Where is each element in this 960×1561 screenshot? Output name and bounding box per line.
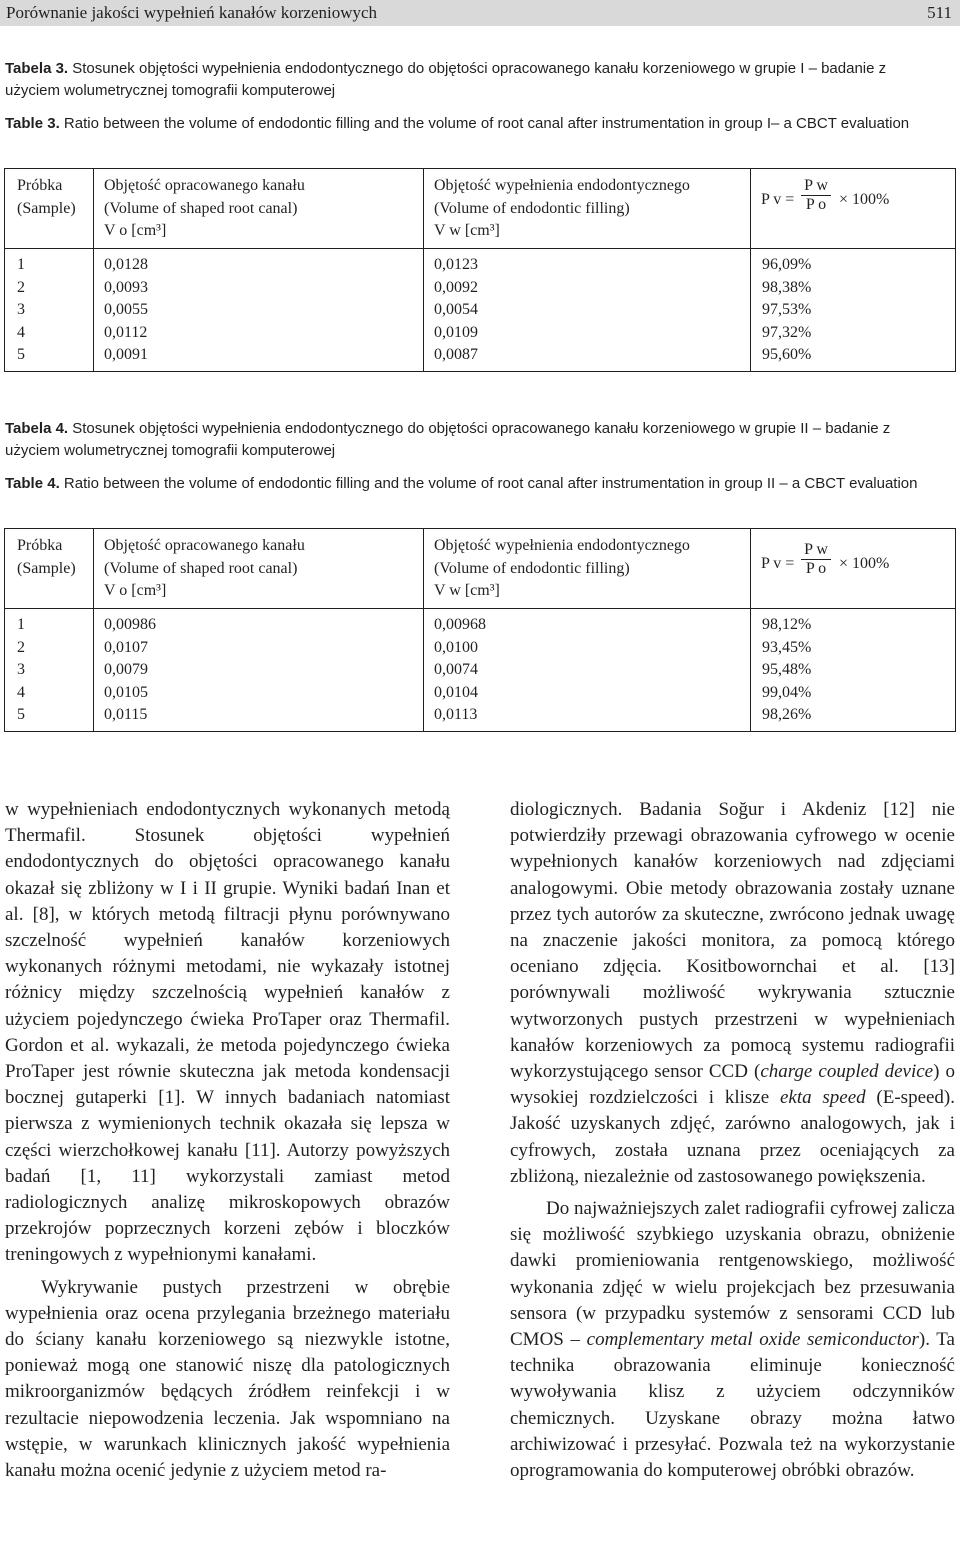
paragraph: Do najważniejszych zalet radiografii cyfrowej zalicza się możliwość szybkiego uzyskania obrazu, obniżenie dawki promieniowania rentgenowskiego, możliwość wykonania zdjęć w wielu projekcjach bez przesuwania sensora (w przypadku systemów z sensorami CCD lub CMOS – complementary metal oxide semiconductor). Ta technika obrazowania eliminuje konieczność wywoływania klisz z użyciem odczynników chemicznych. Uzyskane obrazy można łatwo archiwizować i przesyłać. Pozwala też na wykorzystanie oprogramowania do komputerowej obróbki obrazów.: [510, 1198, 955, 1482]
table3-header-filling: Objętość wypełnienia endodontycznego (Volume of endodontic filling) V w [cm³]: [434, 177, 690, 239]
table4-caption-pl: [5, 418, 945, 462]
table4-label-pl: Tabela 4.: [5, 420, 69, 437]
table3: [4, 168, 956, 372]
table-cell: 98,38%: [762, 278, 812, 296]
table-cell: 0,0107: [104, 638, 148, 656]
table-cell: 98,26%: [762, 706, 812, 723]
table4-header-sample: Próbka (Sample): [17, 537, 76, 577]
table3-col-sample: [17, 254, 25, 367]
table-cell: 0,0128: [104, 256, 148, 273]
table-cell: 0,0104: [434, 683, 478, 701]
table-cell: 3: [17, 301, 25, 318]
table4-caption-pl-text: Stosunek objętości wypełnienia endodontycznego do objętości opracowanego kanału korzeniowego w grupie II – badanie z użyciem wolumetrycznej tomografii komputerowej: [5, 420, 891, 459]
table4-col-pv: [762, 614, 811, 727]
table4: [4, 528, 956, 732]
table-cell: 97,32%: [762, 323, 812, 341]
table4-header-formula: P v = P w P o × 100%: [761, 541, 890, 577]
table-cell: 0,0123: [434, 256, 478, 273]
table3-col-vo: [104, 254, 148, 367]
table-cell: 5: [17, 346, 25, 363]
table-cell: 97,53%: [762, 301, 812, 318]
table4-header-filling: Objętość wypełnienia endodontycznego (Volume of endodontic filling) V w [cm³]: [434, 537, 690, 599]
table-cell: 0,0115: [104, 706, 148, 723]
table3-caption-pl: [5, 58, 945, 102]
table4-caption-en-text: Ratio between the volume of endodontic filling and the volume of root canal after instrumentation in group II – a CBCT evaluation: [59, 475, 918, 492]
table-cell: 0,0054: [434, 301, 478, 318]
table4-caption-en: [5, 473, 945, 495]
body-left-column: [5, 797, 450, 1484]
table-cell: 95,48%: [762, 661, 812, 678]
table3-caption-en: [5, 113, 945, 135]
table-cell: 2: [17, 638, 25, 656]
table-cell: 4: [17, 323, 25, 341]
table3-caption-en-text: Ratio between the volume of endodontic filling and the volume of root canal after instrumentation in group I– a CBCT evaluation: [59, 115, 910, 132]
paragraph: Wykrywanie pustych przestrzeni w obrębie wypełnienia oraz ocena przylegania brzeżnego materiału do ściany kanału korzeniowego są niezwykle istotne, ponieważ mogą one stanowić niszę dla patologicznych mikroorganizmów będących źródłem reinfekcji i w rezultacie niepowodzenia leczenia. Jak wspomniano na wstępie, w warunkach klinicznych jakość wypełnienia kanału można ocenić jedynie z użyciem metod ra-: [5, 1276, 450, 1482]
table-cell: 4: [17, 683, 25, 701]
table-cell: 0,0091: [104, 346, 148, 363]
table-cell: 0,00986: [104, 616, 156, 633]
table-cell: 0,0055: [104, 301, 148, 318]
table-cell: 0,00968: [434, 616, 486, 633]
table3-header-sample: Próbka (Sample): [17, 177, 76, 217]
table4-label-en: Table 4.: [5, 475, 60, 492]
table-cell: 0,0105: [104, 683, 148, 701]
table-cell: 95,60%: [762, 346, 812, 363]
table3-col-vw: [434, 254, 478, 367]
table-cell: 1: [17, 256, 25, 273]
table3-caption-pl-text: Stosunek objętości wypełnienia endodontycznego do objętości opracowanego kanału korzeniowego w grupie I – badanie z użyciem wolumetrycznej tomografii komputerowej: [5, 60, 887, 99]
table4-col-vw: [434, 614, 486, 727]
paragraph: w wypełnieniach endodontycznych wykonanych metodą Thermafil. Stosunek objętości wypełnień endodontycznych do objętości opracowanego kanału okazał się zbliżony w I i II grupie. Wyniki badań Inan et al. [8], w których metodą filtracji płynu porównywano szczelność wypełnień kanałów korzeniowych wykonanych różnymi metodami, nie wykazały istotnej różnicy między szczelnością wypełnień kanałów z użyciem pojedynczego ćwieka ProTaper oraz Thermafil. Gordon et al. wykazali, że metoda pojedynczego ćwieka ProTaper jest równie skuteczna jak metoda kondensacji bocznej gutaperki [1]. W innych badaniach natomiast pierwsza z wymienionych technik okazała się lepsza w części wierzchołkowej kanału [11]. Autorzy powyższych badań [1, 11] wykorzystali zamiast metod radiologicznych analizę mikroskopowych obrazów przekrojów poprzecznych korzeni zębów i bloczków treningowych z wypełnionymi kanałami.: [5, 799, 450, 1266]
table-cell: 1: [17, 616, 25, 633]
table-cell: 0,0109: [434, 323, 478, 341]
table3-label-en: Table 3.: [5, 115, 60, 132]
table-cell: 98,12%: [762, 616, 812, 633]
table-cell: 0,0112: [104, 323, 148, 341]
running-header: [0, 0, 960, 26]
table-cell: 0,0079: [104, 661, 148, 678]
running-title: Porównanie jakości wypełnień kanałów korzeniowych: [6, 3, 378, 22]
table-cell: 0,0100: [434, 638, 478, 656]
table-cell: 93,45%: [762, 638, 812, 656]
table-cell: 0,0113: [434, 706, 478, 723]
table-cell: 99,04%: [762, 683, 812, 701]
table3-col-pv: [762, 254, 811, 367]
table-cell: 0,0087: [434, 346, 478, 363]
body-right-column: [510, 797, 955, 1484]
paragraph: diologicznych. Badania Soğur i Akdeniz [12] nie potwierdziły przewagi obrazowania cyfrowego w ocenie wypełnionych kanałów korzeniowych nad zdjęciami analogowymi. Obie metody obrazowania zostały uznane przez tych autorów za skuteczne, zwrócono jednak uwagę na znaczenie jakości monitora, za pomocą którego oceniano zdjęcia. Kositbowornchai et al. [13] porównywali możliwość wykrywania sztucznie wytworzonych pustych przestrzeni w wypełnieniach kanałów korzeniowych za pomocą systemu radiografii wykorzystującego sensor CCD (charge coupled device) o wysokiej rozdzielczości i klisze ekta speed (E-speed). Jakość uzyskanych zdjęć, zarówno analogowych, jak i cyfrowych, została uznana przez oceniających za zbliżoną, niezależnie od zastosowanego powiększenia.: [510, 799, 956, 1187]
table3-label-pl: Tabela 3.: [5, 60, 69, 77]
table-cell: 5: [17, 706, 25, 723]
table-cell: 2: [17, 278, 25, 296]
table-cell: 0,0074: [434, 661, 478, 678]
table4-col-sample: [17, 614, 25, 727]
table4-header-shaped: Objętość opracowanego kanału (Volume of shaped root canal) V o [cm³]: [104, 537, 305, 599]
table-cell: 3: [17, 661, 25, 678]
table3-header-shaped: Objętość opracowanego kanału (Volume of shaped root canal) V o [cm³]: [104, 177, 305, 239]
table-cell: 0,0093: [104, 278, 148, 296]
table-cell: 96,09%: [762, 256, 812, 273]
table-cell: 0,0092: [434, 278, 478, 296]
table3-header-formula: P v = P w P o × 100%: [761, 177, 890, 213]
table4-col-vo: [104, 614, 156, 727]
page-number: 511: [927, 3, 952, 22]
